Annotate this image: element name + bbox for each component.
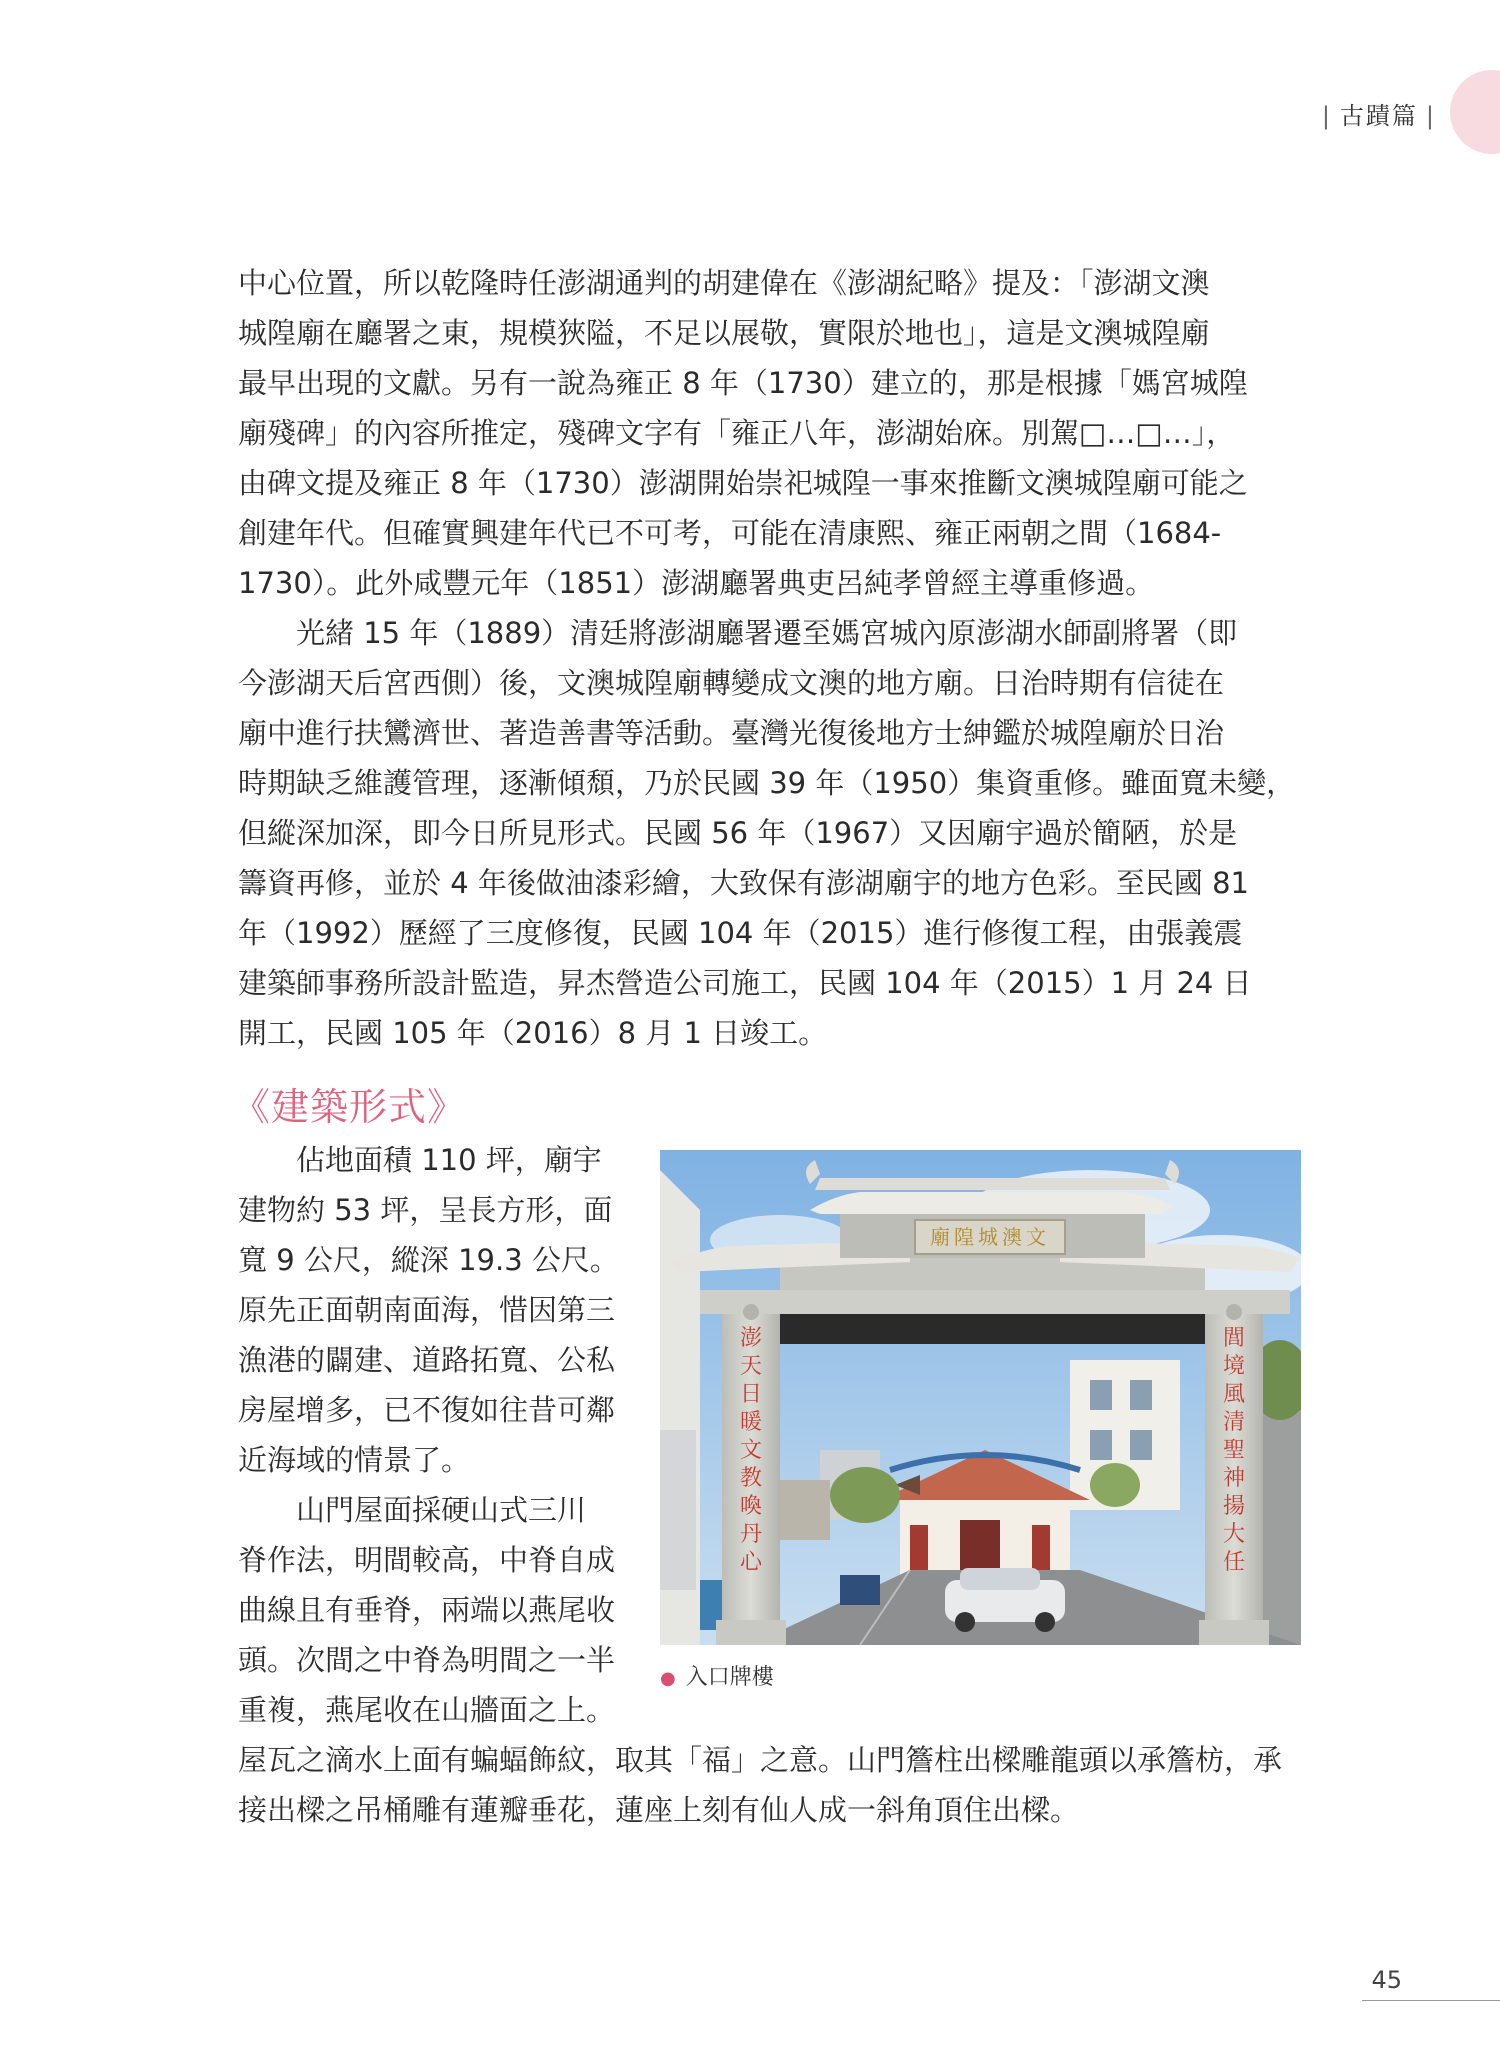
footer-divider (1362, 2000, 1500, 2001)
couplet-char: 任 (1222, 1550, 1245, 1575)
couplet-char: 文 (739, 1438, 762, 1463)
couplet-char: 天 (739, 1354, 762, 1379)
couplet-char: 清 (1222, 1410, 1245, 1435)
text-line: 脊作法，明間較高，中脊自成 (238, 1543, 616, 1577)
text-line: 1730）。此外咸豐元年（1851）澎湖廳署典吏呂純孝曾經主導重修過。 (238, 566, 1155, 600)
couplet-char: 境 (1222, 1354, 1245, 1379)
text-line: 接出樑之吊桶雕有蓮瓣垂花，蓮座上刻有仙人成一斜角頂住出樑。 (238, 1793, 1080, 1827)
text-line: 漁港的闢建、道路拓寬、公私 (238, 1343, 616, 1377)
header-divider-left: | (1321, 102, 1332, 130)
couplet-char: 聖 (1222, 1438, 1245, 1463)
couplet-char: 日 (739, 1382, 762, 1407)
text-line: 山門屋面採硬山式三川 (238, 1493, 587, 1527)
couplet-char: 閭 (1222, 1326, 1245, 1351)
text-line: 但縱深加深，即今日所見形式。民國 56 年（1967）又因廟宇過於簡陋，於是 (238, 816, 1238, 850)
text-line: 光緒 15 年（1889）清廷將澎湖廳署遷至媽宮城內原澎湖水師副將署（即 (238, 616, 1238, 650)
text-line: 曲線且有垂脊，兩端以燕尾收 (238, 1593, 616, 1627)
couplet-char: 心 (739, 1550, 762, 1575)
couplet-char: 喚 (739, 1494, 762, 1519)
header-divider-right: | (1425, 102, 1436, 130)
couplet-char: 大 (1222, 1522, 1245, 1547)
paragraph-gate-details (238, 1735, 1302, 1835)
right-pillar-couplet (1217, 1325, 1251, 1577)
running-header (1314, 96, 1444, 131)
caption-text: 入口牌樓 (685, 1665, 774, 1690)
text-line: 房屋增多，已不復如往昔可鄰 (238, 1393, 616, 1427)
section-heading: 《建築形式》 (232, 1085, 467, 1129)
text-line: 最早出現的文獻。另有一說為雍正 8 年（1730）建立的，那是根據「媽宮城隍 (238, 366, 1248, 400)
paragraph-history-origin (238, 258, 1302, 608)
couplet-char: 神 (1222, 1466, 1245, 1491)
left-pillar-couplet (734, 1325, 768, 1577)
photo-caption (660, 1660, 774, 1691)
text-line: 近海域的情景了。 (238, 1443, 471, 1477)
text-line: 頭。次間之中脊為明間之一半 (238, 1643, 616, 1677)
text-line: 今澎湖天后宮西側）後，文澳城隍廟轉變成文澳的地方廟。日治時期有信徒在 (238, 666, 1225, 700)
page-number: 45 (1371, 1966, 1402, 1994)
text-line: 屋瓦之滴水上面有蝙蝠飾紋，取其「福」之意。山門簷柱出樑雕龍頭以承簷枋，承 (238, 1743, 1283, 1777)
paragraph-history-renovation (238, 608, 1302, 1058)
text-line: 中心位置，所以乾隆時任澎湖通判的胡建偉在《澎湖紀略》提及：「澎湖文澳 (238, 266, 1210, 300)
text-line: 籌資再修，並於 4 年後做油漆彩繪，大致保有澎湖廟宇的地方色彩。至民國 81 (238, 866, 1250, 900)
text-line: 由碑文提及雍正 8 年（1730）澎湖開始崇祀城隍一事來推斷文澳城隍廟可能之 (238, 466, 1248, 500)
couplet-char: 澎 (739, 1326, 762, 1351)
text-line: 創建年代。但確實興建年代已不可考，可能在清康熙、雍正兩朝之間（1684- (238, 516, 1222, 550)
couplet-char: 丹 (739, 1522, 762, 1547)
bullet-icon: ● (660, 1668, 676, 1689)
entrance-archway-photo (660, 1150, 1301, 1645)
couplet-char: 暖 (739, 1410, 762, 1435)
text-line: 建物約 53 坪，呈長方形，面 (238, 1193, 613, 1227)
header-section-title: 古蹟篇 (1339, 102, 1418, 130)
text-line: 開工，民國 105 年（2016）8 月 1 日竣工。 (238, 1016, 828, 1050)
paragraph-gate-roof (238, 1485, 628, 1735)
couplet-char: 揚 (1222, 1494, 1245, 1519)
text-line: 廟殘碑」的內容所推定，殘碑文字有「雍正八年，澎湖始庥。別駕□…□…」， (238, 416, 1236, 450)
text-line: 重複，燕尾收在山牆面之上。 (238, 1693, 616, 1727)
text-line: 寬 9 公尺，縱深 19.3 公尺。 (238, 1243, 619, 1277)
text-line: 原先正面朝南面海，惜因第三 (238, 1293, 616, 1327)
paragraph-site-area (238, 1135, 628, 1485)
couplet-char: 教 (739, 1466, 762, 1491)
text-line: 城隍廟在廳署之東，規模狹隘，不足以展敬，實限於地也」，這是文澳城隍廟 (238, 316, 1210, 350)
text-line: 年（1992）歷經了三度修復，民國 104 年（2015）進行修復工程，由張義震 (238, 916, 1243, 950)
text-line: 廟中進行扶鸞濟世、著造善書等活動。臺灣光復後地方士紳鑑於城隍廟於日治 (238, 716, 1225, 750)
couplet-char: 風 (1222, 1382, 1245, 1407)
text-line: 時期缺乏維護管理，逐漸傾頹，乃於民國 39 年（1950）集資重修。雖面寬未變， (238, 766, 1296, 800)
text-line: 佔地面積 110 坪，廟宇 (238, 1143, 602, 1177)
text-line: 建築師事務所設計監造，昇杰營造公司施工，民國 104 年（2015）1 月 24 日 (238, 966, 1252, 1000)
archway-plaque-text: 文澳城隍廟 (930, 1225, 1050, 1249)
corner-decoration (1450, 70, 1500, 154)
